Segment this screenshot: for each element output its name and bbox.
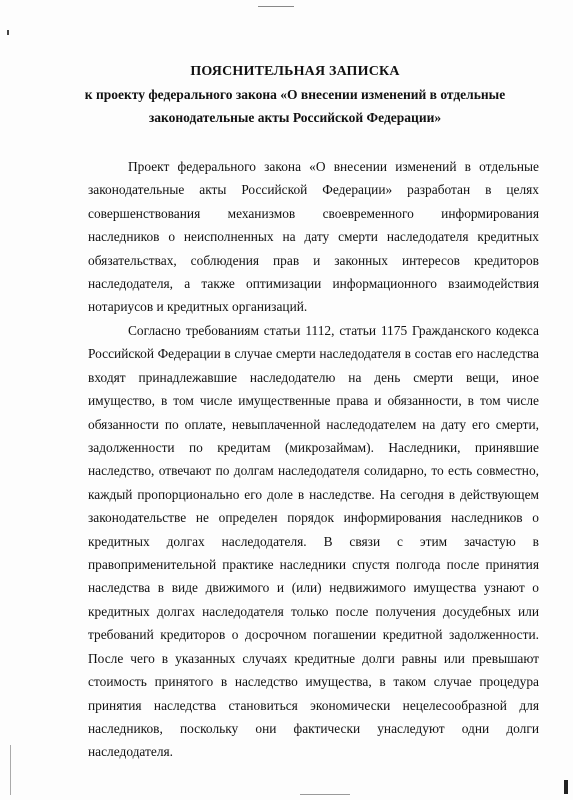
scan-artifact xyxy=(300,794,350,795)
scan-artifact xyxy=(7,30,9,35)
document-subtitle-line-1: к проекту федерального закона «О внесении изменений в отдельные xyxy=(84,87,506,102)
scan-artifact xyxy=(10,745,11,795)
scan-artifact xyxy=(258,6,294,7)
document-subtitle-line-2: законодательные акты Российской Федерации» xyxy=(148,110,442,125)
document-title: ПОЯСНИТЕЛЬНАЯ ЗАПИСКА xyxy=(190,64,400,79)
paragraph-2: Согласно требованиям статьи 1112, статьи 1175 Гражданского кодекса Российской Федерации в случае смерти наследодателя в состав его наследства входят принадлежавшие наследодателю на день смерти вещи, иное имущество, в том числе имущественные права и обязанности, в том числе обязанности по оплате, невыплаченной наследодателем на дату его смерти, задолженности по кредитам (микрозаймам). Наследники, принявшие наследство, отвечают по долгам наследодателя солидарно, то есть совместно, каждый пропорционально его доле в наследстве. На сегодня в действующем законодательстве не определен порядок информирования наследников о кредитных долгах наследодателя. В связи с этим зачастую в правоприменительной практике наследники спустя полгода после принятия наследства в виде движимого и (или) недвижимого имущества узнают о кредитных долгах наследодателя только после получения досудебных или требований кредиторов о досрочном погашении кредитной задолженности. После чего в указанных случаях кредитные долги равны или превышают стоимость принятого в наследство имущества, в таком случае процедура принятия наследства становиться экономически нецелесообразной для наследников, поскольку они фактически унаследуют одни долги наследодателя. xyxy=(88,323,539,760)
scan-artifact xyxy=(564,780,568,794)
paragraph-1: Проект федерального закона «О внесении изменений в отдельные законодательные акты Российской Федерации» разработан в целях совершенствования механизмов своевременного информирования наследников о неисполненных на дату смерти наследодателя кредитных обязательствах, соблюдения прав и законных интересов кредиторов наследодателя, а также оптимизации информационного взаимодействия нотариусов и кредитных организаций. xyxy=(88,159,539,315)
